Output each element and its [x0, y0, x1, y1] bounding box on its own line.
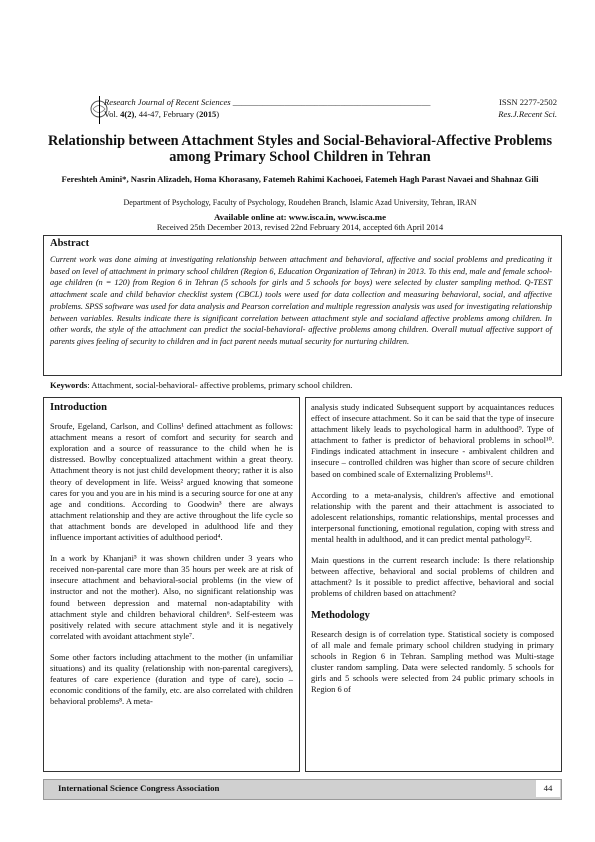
affiliation: Department of Psychology, Faculty of Psychology, Roudehen Branch, Islamic Azad University, Tehran, IRAN — [123, 198, 477, 207]
intro-paragraph: Main questions in the current research include: Is there relationship between affective, behavioral and social problems of children and attachment? Is it possible to predict affective, behavioral and social problems of children based on attachment? — [311, 555, 554, 599]
online-availability: Available online at: www.isca.in, www.isca.me — [213, 212, 387, 222]
keywords-label: Keywords — [50, 380, 88, 390]
journal-abbrev: Res.J.Recent Sci. — [498, 108, 557, 119]
year: 2015 — [199, 108, 217, 119]
left-column — [50, 402, 293, 717]
intro-paragraph: Sroufe, Egeland, Carlson, and Collins¹ defined attachment as follows: attachment means a resort of comfort and security for search and exploration and a source of reassurance to the child when he is distressed. Bowlby conceptualized attachment within a great theory. Attachment theory is not just child development theory; rather it is also theory of development in life. Weiss² argued knowing that someone cares for you and you are in his mind is a securing source for one at any age and conditions. According to Goodwin³ there are always attachment relationship and they are active throughout the life cycle so that attachment bonds are developed in adulthood life and they influence important activities of adulthood period⁴. — [50, 421, 293, 543]
authors: Fereshteh Amini*, Nasrin Alizadeh, Homa Khorasany, Fatemeh Rahimi Kachooei, Fatemeh Hagh Parast Navaei and Shahnaz Gili — [61, 174, 539, 184]
introduction-heading: Introduction — [50, 402, 107, 413]
intro-paragraph: Some other factors including attachment to the mother (in unfamiliar situations) and its quality (relationship with non-parental caregivers), features of care experience (duration and type of care), socio – economic conditions of the family, etc. are also correlated with children behavioral problems⁸. A meta- — [50, 651, 293, 707]
keywords-text: : Attachment, social-behavioral- affective problems, primary school children. — [87, 380, 353, 390]
journal-name: Research Journal of Recent Sciences — [104, 97, 231, 107]
issn: ISSN 2277-2502 — [498, 97, 557, 107]
journal-header-right — [498, 97, 557, 120]
journal-header-left: Research Journal of Recent Sciences ______________________________________________ Vol. 4(2), 44-47, February (2015) — [104, 97, 431, 119]
methodology-heading: Methodology — [311, 609, 370, 621]
received-dates: Received 25th December 2013, revised 22nd February 2014, accepted 6th April 2014 — [156, 223, 444, 232]
methodology-paragraph: Research design is of correlation type. Statistical society is composed of all male and female primary school children studying in primary schools in Region 6 in Tehran. Sampling method was Multi-stage cluster random sampling. Data were selected randomly. 5 schools for girls and 5 schools were selected from 24 public primary schools in Region 6 of — [311, 628, 554, 695]
header-divider — [99, 96, 100, 124]
paper-title: Relationship between Attachment Styles and Social-Behavioral-Affective Problems among Primary School Children in Tehran — [47, 133, 553, 165]
abstract-text: Current work was done aiming at investigating relationship between attachment and behavioral, affective and social problems and predicating it based on level of attachment in primary school children (Region 6, Education Organization of Tehran) in 2013. To this end, male and female school-age children (n = 120) from Region 6 in Tehran (5 schools for girls and 5 schools for boys) were selected by cluster sampling method. Q-TEST attachment scale and child behavior checklist system (CBCL) tools were used for data collection and measuring behavioral, social, and affective problems. SPSS software was used for data analysis and Pearson correlation and multiple regression analysis was used for investigating relationship between variables. Results indicate there is significant correlation between attachment style and socialand affective problems among children. In other words, the style of the attachment can predict the social-behavioral- affective problems among children. Overall mutual affective support of parents gives feeling of security to children and in fact parent needs mutual security for nurturing children. — [50, 255, 552, 346]
intro-paragraph: analysis study indicated Subsequent support by acquaintances reduces effect of insecure attachment. So it can be said that the type of insecure attachment likely leads to psychological harm in adulthood⁹. Type of attachment to father is predictor of behavioral problems in school¹⁰. Findings indicated attachment in insecure - ambivalent children and insecure – controlled children was higher than score of secure children based on combined scale of Externalizing Problems¹¹. — [311, 402, 554, 479]
footer-association: International Science Congress Association — [58, 783, 220, 793]
intro-paragraph: According to a meta-analysis, children's affective and emotional relationship with the parent and their attachment is associated to adolescent relationships, romantic relationships, mental processes and interpersonal functioning, emotional regulation, coping with stress and mental health in adulthood, and it can predict mental pathology¹². — [311, 489, 554, 545]
right-column — [311, 402, 554, 705]
abstract-heading: Abstract — [50, 238, 90, 249]
keywords — [50, 380, 560, 391]
volume: 4(2) — [120, 108, 135, 119]
intro-paragraph: In a work by Khanjani⁵ it was shown children under 3 years who received non-parental care more than 35 hours per week are at risk of insecure attachment and behavioral-social problems (in the view of instructor and not the mother). Also, no significant relationship was found between depression and maternal non-adaptability with attachment style and children behavioral children⁶. Self-esteem was positively related with secure attachment style and it is negatively correlated with avoidant attachment style⁷. — [50, 553, 293, 641]
page-number: 44 — [536, 780, 560, 797]
